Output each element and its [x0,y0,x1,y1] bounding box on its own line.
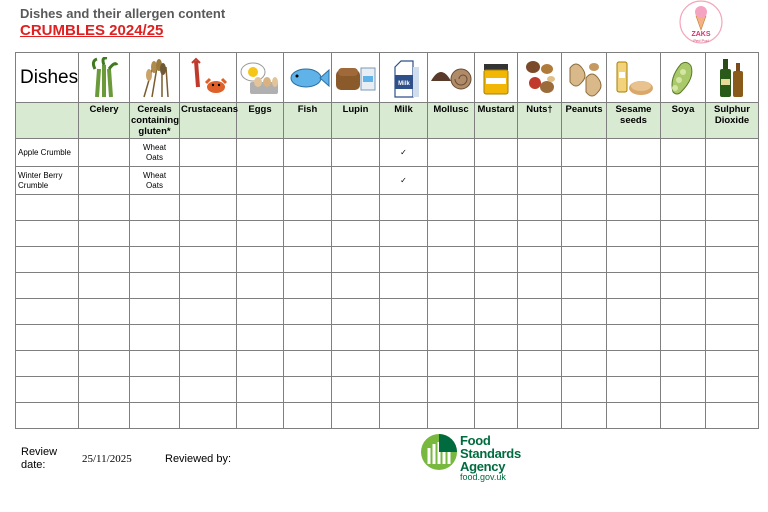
milk-icon-cell [380,53,428,103]
table-cell [332,139,380,167]
allergen-label-row [16,103,759,139]
table-cell [428,221,475,247]
table-cell [237,195,284,221]
table-cell [16,221,79,247]
table-cell [180,351,237,377]
table-row [16,195,759,221]
svg-text:Milk: Milk [397,80,410,87]
table-cell [475,273,518,299]
table-cell [332,195,380,221]
table-cell [180,167,237,195]
table-cell [79,247,130,273]
table-cell [79,403,130,429]
table-cell [518,195,562,221]
zaks-logo-brand: ZAKS [691,31,711,38]
table-cell [518,403,562,429]
table-row [16,377,759,403]
table-cell [562,247,607,273]
table-cell [428,351,475,377]
table-cell [380,325,428,351]
crustaceans-icon [186,57,230,99]
table-cell [475,403,518,429]
table-cell [518,221,562,247]
milk-icon [387,57,421,99]
table-cell [475,351,518,377]
table-cell [661,247,706,273]
fsa-line-3: Agency [460,459,506,474]
table-row [16,273,759,299]
table-cell [380,351,428,377]
table-cell [284,377,332,403]
table-cell [332,377,380,403]
table-cell [562,403,607,429]
table-cell [16,195,79,221]
table-cell [661,377,706,403]
table-cell [706,167,759,195]
table-cell [706,325,759,351]
table-cell [518,139,562,167]
cereals-icon [136,57,174,99]
eggs-icon [238,58,282,98]
table-cell [237,325,284,351]
allergen-label-peanuts: Peanuts [562,103,607,139]
table-cell [237,247,284,273]
table-cell [16,351,79,377]
cereal-item: Wheat [142,142,167,152]
table-cell [562,195,607,221]
table-cell [180,247,237,273]
fsa-line-2: Standards [460,446,521,461]
table-cell [428,403,475,429]
table-cell [79,195,130,221]
table-cell [518,299,562,325]
table-cell [130,325,180,351]
table-cell [16,325,79,351]
allergen-label-lupin: Lupin [332,103,380,139]
table-cell [428,195,475,221]
table-cell [284,195,332,221]
table-cell [284,299,332,325]
table-cell [79,377,130,403]
table-cell [661,167,706,195]
table-cell [380,195,428,221]
table-cell [332,325,380,351]
table-cell [428,377,475,403]
table-cell [518,325,562,351]
table-cell [284,351,332,377]
table-cell [562,273,607,299]
sesame-icon-cell [607,53,661,103]
table-cell [706,221,759,247]
table-cell [562,139,607,167]
table-cell [180,377,237,403]
table-cell [518,167,562,195]
table-cell [16,403,79,429]
table-cell [607,247,661,273]
table-cell [180,195,237,221]
table-cell [130,195,180,221]
table-cell [607,221,661,247]
eggs-icon-cell [237,53,284,103]
table-cell [661,299,706,325]
table-cell [284,221,332,247]
table-cell [180,325,237,351]
table-cell [475,195,518,221]
table-cell [475,247,518,273]
table-cell [180,139,237,167]
table-cell [607,351,661,377]
fish-icon [286,63,330,93]
table-row [16,351,759,377]
lupin-icon-cell [332,53,380,103]
table-cell [180,403,237,429]
table-cell [237,377,284,403]
crustaceans-icon-cell [180,53,237,103]
table-cell [607,139,661,167]
dishes-header: Dishes [16,53,79,103]
table-cell [475,299,518,325]
table-cell [284,139,332,167]
table-cell [332,403,380,429]
table-cell [428,247,475,273]
table-cell [284,403,332,429]
peanuts-icon [564,58,604,98]
table-cell [284,167,332,195]
table-cell [237,221,284,247]
table-cell [79,273,130,299]
allergen-label-crustaceans: Crustaceans [180,103,237,139]
table-cell [130,377,180,403]
table-cell [661,139,706,167]
table-row [16,299,759,325]
table-cell [562,325,607,351]
fsa-emblem-icon [420,432,458,472]
table-cell [380,273,428,299]
table-row [16,221,759,247]
soya-icon [665,58,701,98]
table-cell [284,325,332,351]
allergen-table [15,52,759,429]
table-cell [16,377,79,403]
allergen-label-mustard: Mustard [475,103,518,139]
table-cell [332,299,380,325]
table-cell [562,221,607,247]
table-cell [607,325,661,351]
table-cell [332,247,380,273]
table-cell [706,377,759,403]
table-cell [706,351,759,377]
table-cell [607,167,661,195]
table-cell [706,195,759,221]
table-cell [661,325,706,351]
table-cell [562,167,607,195]
table-cell [706,299,759,325]
table-cell [661,351,706,377]
peanuts-icon-cell [562,53,607,103]
cereal-item: Oats [146,152,163,162]
review-date-label: Review date: [21,446,58,472]
table-cell [607,195,661,221]
dish-name: Winter Berry Crumble [16,167,79,195]
allergen-label-fish: Fish [284,103,332,139]
table-cell [332,273,380,299]
table-cell [380,221,428,247]
fsa-line-1: Food [460,433,491,448]
sesame-icon [613,58,655,98]
table-cell [706,139,759,167]
table-cell [661,221,706,247]
table-row [16,139,759,167]
table-cell [332,351,380,377]
milk-tick: ✓ [380,167,428,195]
fsa-name [460,434,521,473]
table-cell [475,325,518,351]
table-row [16,167,759,195]
table-cell [562,351,607,377]
table-cell [428,299,475,325]
table-cell [518,377,562,403]
table-cell [284,273,332,299]
table-cell [380,377,428,403]
table-cell [237,299,284,325]
table-cell [79,351,130,377]
table-cell [518,273,562,299]
allergen-label-mollusc: Mollusc [428,103,475,139]
table-cell [607,299,661,325]
document-title: CRUMBLES 2024/25 [20,22,164,39]
table-cell [237,403,284,429]
mollusc-icon-cell [428,53,475,103]
table-cell [16,299,79,325]
table-cell [607,273,661,299]
cereals-icon-cell [130,53,180,103]
table-cell [332,167,380,195]
table-cell [518,351,562,377]
table-cell [661,195,706,221]
allergen-label-nuts: Nuts† [518,103,562,139]
table-cell [706,273,759,299]
mollusc-icon [429,61,473,95]
table-cell [428,273,475,299]
table-cell [79,167,130,195]
dish-name: Apple Crumble [16,139,79,167]
table-cell [180,273,237,299]
milk-tick: ✓ [380,139,428,167]
table-cell [380,247,428,273]
table-row [16,325,759,351]
table-cell [284,247,332,273]
table-cell [180,221,237,247]
table-cell [607,377,661,403]
table-cell [475,221,518,247]
fish-icon-cell [284,53,332,103]
cereal-item: Oats [146,180,163,190]
table-cell [475,167,518,195]
cereals-cell [130,139,180,167]
table-row [16,247,759,273]
table-cell [518,247,562,273]
table-cell [380,403,428,429]
lupin-icon [335,60,377,96]
table-cell [475,139,518,167]
nuts-icon-cell [518,53,562,103]
table-cell [661,403,706,429]
reviewed-by-label: Reviewed by: [165,453,232,465]
table-cell [380,299,428,325]
allergen-label-sulphur-dioxide: Sulphur Dioxide [706,103,759,139]
cereal-item: Wheat [142,170,167,180]
cereals-cell [130,167,180,195]
table-cell [180,299,237,325]
table-row [16,403,759,429]
table-cell [332,221,380,247]
celery-icon-cell [79,53,130,103]
table-cell [16,247,79,273]
soya-icon-cell [661,53,706,103]
table-cell [237,351,284,377]
table-cell [428,139,475,167]
mustard-icon [481,60,511,96]
sulphur-dioxide-icon [717,57,747,99]
table-cell [79,325,130,351]
mustard-icon-cell [475,53,518,103]
table-cell [237,273,284,299]
table-cell [607,403,661,429]
document-subtitle: Dishes and their allergen content [20,6,226,21]
table-cell [79,139,130,167]
icon-row [16,53,759,103]
celery-icon [87,57,121,99]
table-cell [130,247,180,273]
allergen-label-eggs: Eggs [237,103,284,139]
review-date-value: 25/11/2025 [82,453,132,465]
table-cell [79,299,130,325]
table-cell [16,273,79,299]
empty-rows [16,195,759,429]
table-cell [237,139,284,167]
fsa-logo [420,432,530,484]
table-cell [130,299,180,325]
table-cell [130,351,180,377]
allergen-label-soya: Soya [661,103,706,139]
table-cell [562,299,607,325]
allergen-label-cereals: Cereals containing gluten* [131,104,180,137]
table-cell [562,377,607,403]
zaks-logo [676,0,726,44]
zaks-logo-tagline: Ped Pod [693,38,709,43]
allergen-label-sesame: Sesame seeds [607,103,661,139]
table-cell [428,325,475,351]
table-cell [79,221,130,247]
table-cell [237,167,284,195]
allergen-label-milk: Milk [380,103,428,139]
empty-header-cell [16,103,79,139]
table-cell [130,273,180,299]
table-cell [706,403,759,429]
table-cell [475,377,518,403]
nuts-icon [521,57,559,99]
fsa-url[interactable]: food.gov.uk [460,472,506,482]
table-cell [130,403,180,429]
table-cell [706,247,759,273]
table-cell [661,273,706,299]
table-cell [130,221,180,247]
table-cell [428,167,475,195]
sulphur-dioxide-icon-cell [706,53,759,103]
allergen-label-celery: Celery [79,103,130,139]
